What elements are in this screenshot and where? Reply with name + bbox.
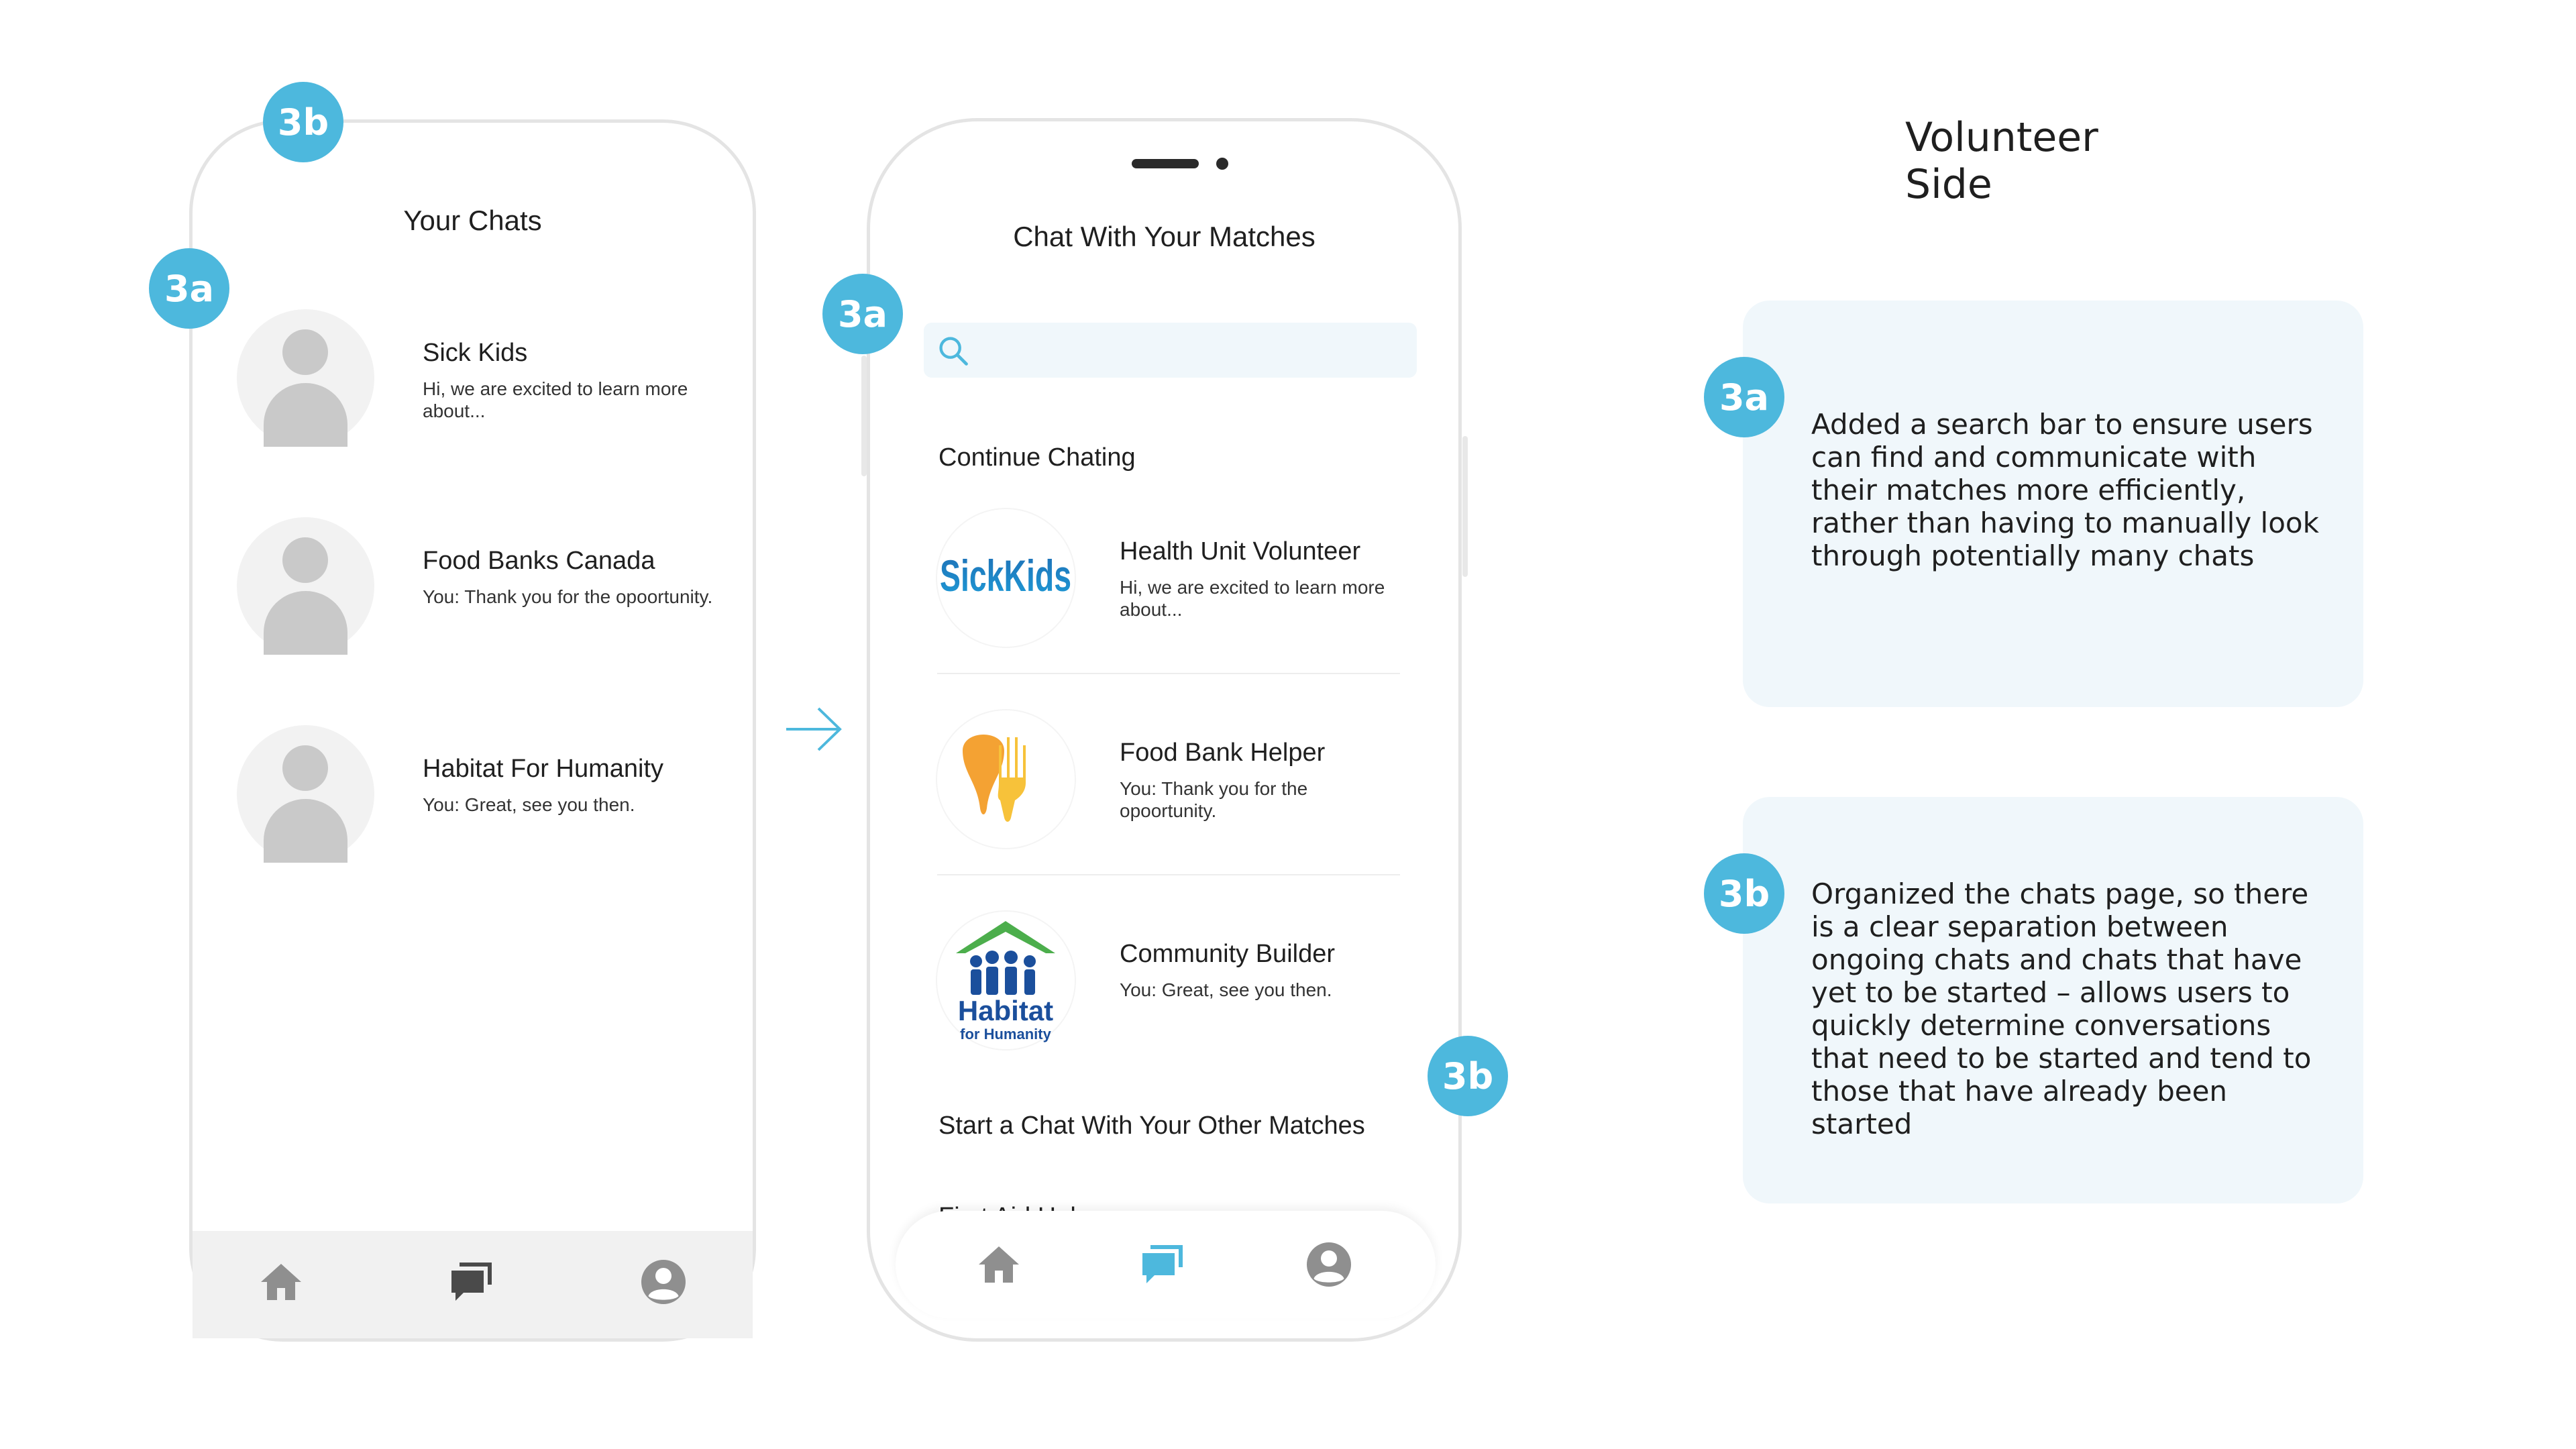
search-icon — [936, 333, 971, 368]
section-start-label: Start a Chat With Your Other Matches — [938, 1112, 1365, 1140]
chat-preview: You: Great, see you then. — [423, 794, 635, 815]
old-page-title: Your Chats — [403, 205, 542, 236]
badge-3b: 3b — [263, 82, 343, 162]
match-name: Community Builder — [1120, 940, 1335, 968]
chat-row[interactable] — [193, 309, 753, 457]
old-chats-phone — [189, 119, 756, 1342]
divider — [937, 874, 1400, 875]
phone-notch — [1132, 159, 1199, 168]
profile-icon[interactable] — [639, 1258, 688, 1306]
badge-3b: 3b — [1428, 1036, 1508, 1116]
chat-icon[interactable] — [447, 1256, 496, 1305]
match-name: Health Unit Volunteer — [1120, 537, 1361, 566]
divider — [937, 673, 1400, 674]
chat-name: Sick Kids — [423, 339, 528, 367]
tab-bar — [193, 1231, 753, 1338]
badge-3b: 3b — [1704, 853, 1784, 934]
chat-row[interactable] — [193, 725, 753, 873]
chat-icon[interactable] — [1138, 1239, 1187, 1287]
phone-camera — [1216, 158, 1228, 170]
avatar — [237, 309, 374, 447]
phone-side-button — [1462, 436, 1468, 577]
food-bank-logo — [937, 710, 1075, 848]
avatar — [237, 517, 374, 655]
arrow-right-icon — [784, 706, 844, 753]
note-text: Organized the chats page, so there is a clear separation between ongoing chats and chats that have yet to be started – allows users to quickly determine conversations that need to be started and tend to those that have already been started — [1811, 877, 2312, 1140]
match-name: Food Bank Helper — [1120, 739, 1326, 767]
habitat-logo — [937, 912, 1075, 1049]
match-row[interactable] — [937, 509, 1400, 670]
chat-preview: Hi, we are excited to learn more about... — [423, 378, 688, 421]
new-chats-phone — [867, 118, 1462, 1342]
section-continue-label: Continue Chating — [938, 443, 1136, 472]
phone-side-button — [861, 356, 867, 476]
match-row[interactable] — [937, 912, 1400, 1073]
badge-3a: 3a — [149, 248, 229, 329]
new-page-title: Chat With Your Matches — [1013, 221, 1316, 252]
avatar — [237, 725, 374, 863]
match-preview: You: Thank you for the opoortunity. — [1120, 778, 1308, 821]
match-preview: Hi, we are excited to learn more about... — [1120, 577, 1385, 620]
chat-name: Food Banks Canada — [423, 547, 655, 575]
svg-text:Habitat: Habitat — [957, 995, 1054, 1026]
badge-3a: 3a — [1704, 357, 1784, 437]
tab-bar — [896, 1211, 1436, 1318]
home-icon[interactable] — [975, 1240, 1023, 1289]
chat-name: Habitat For Humanity — [423, 755, 664, 783]
sickkids-logo-text: SickKids — [940, 551, 1071, 600]
profile-icon[interactable] — [1305, 1240, 1353, 1289]
badge-3a: 3a — [822, 274, 903, 354]
sickkids-logo — [937, 509, 1075, 647]
section-title: Volunteer Side — [1905, 114, 2098, 208]
svg-text:for Humanity: for Humanity — [960, 1026, 1051, 1042]
home-icon[interactable] — [257, 1258, 305, 1306]
chat-preview: You: Thank you for the opoortunity. — [423, 586, 713, 607]
match-preview: You: Great, see you then. — [1120, 979, 1332, 1000]
search-input[interactable] — [924, 323, 1417, 378]
note-text: Added a search bar to ensure users can find and communicate with their matches more efficiently, rather than having to manually look through potentially many chats — [1811, 408, 2319, 572]
match-row[interactable] — [937, 710, 1400, 871]
chat-row[interactable] — [193, 517, 753, 665]
